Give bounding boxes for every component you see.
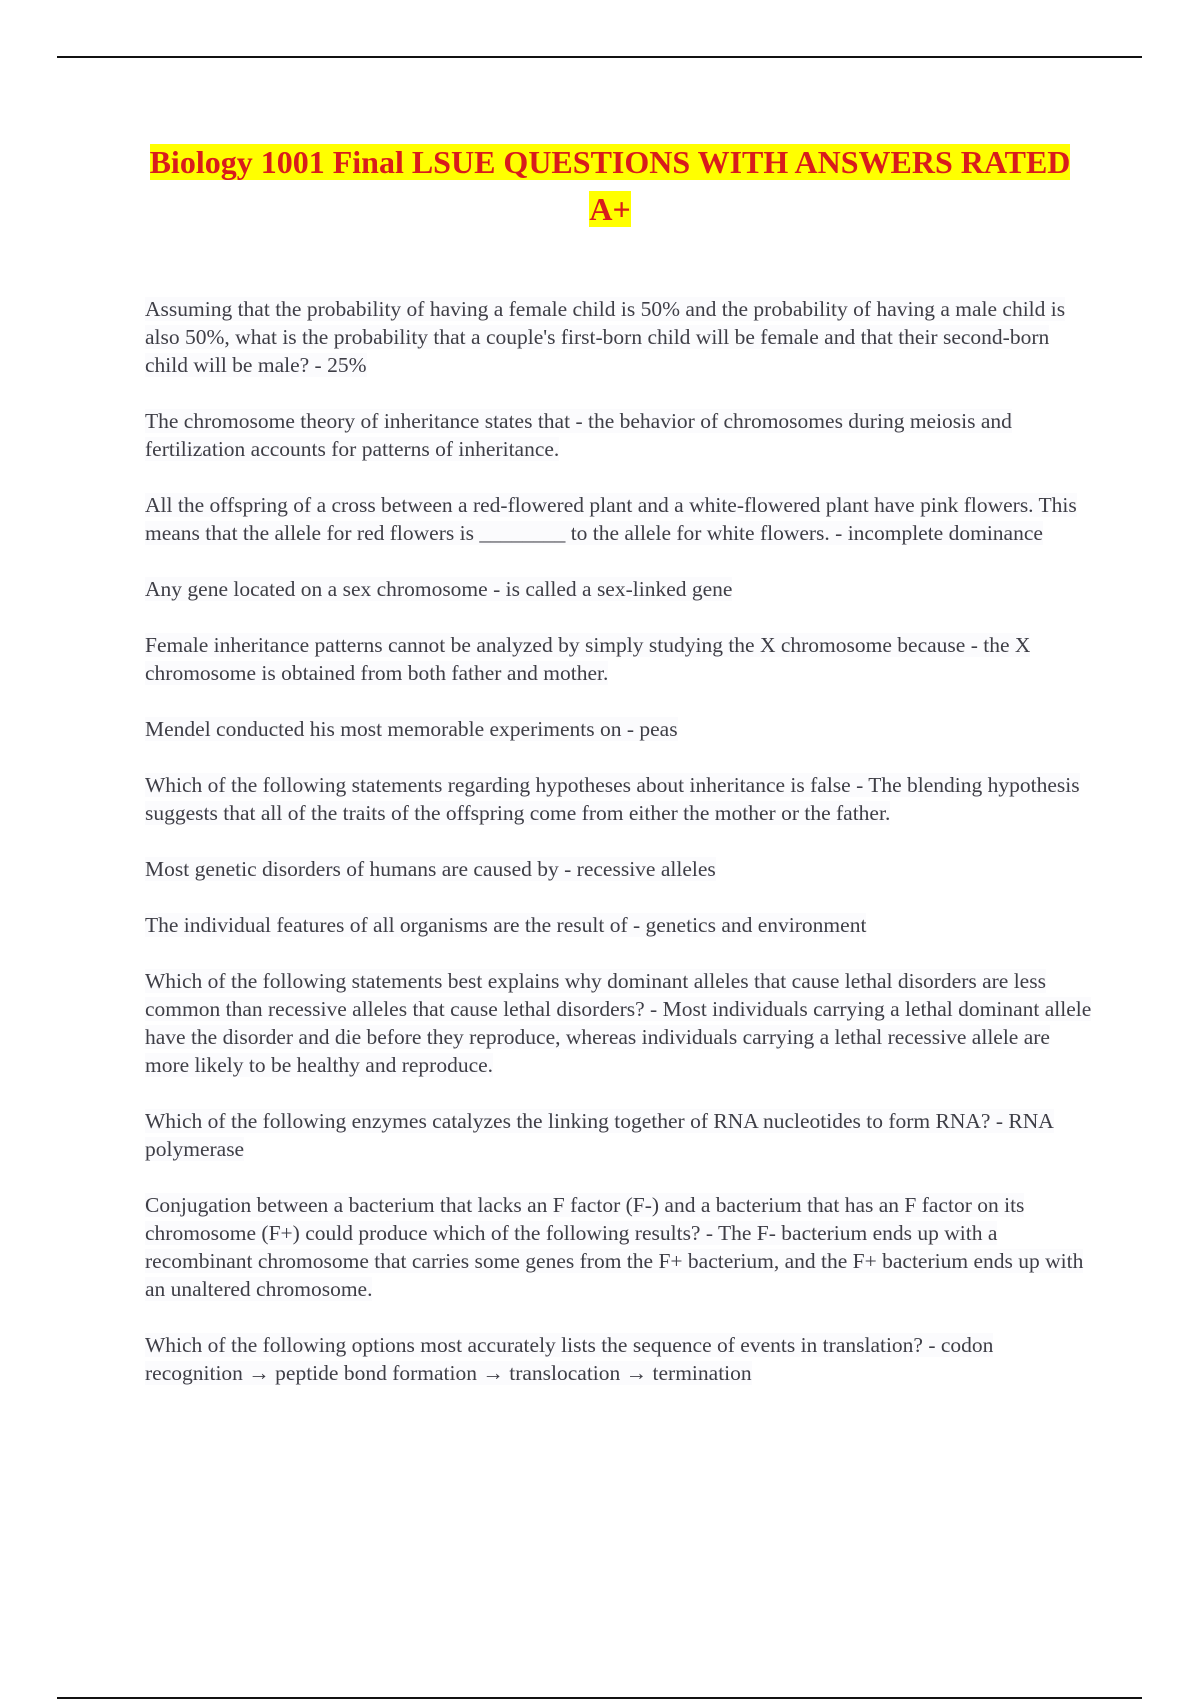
qa-text: Any gene located on a sex chromosome - is called a sex-linked gene <box>145 577 733 601</box>
qa-item <box>145 295 1095 379</box>
document-title: Biology 1001 Final LSUE QUESTIONS WITH ANSWERS RATED A+ <box>149 144 1071 227</box>
qa-item <box>145 1191 1095 1303</box>
footer-rule <box>57 1697 1142 1699</box>
qa-item <box>145 967 1095 1079</box>
qa-text: Assuming that the probability of having a female child is 50% and the probability of having a male child is also 50%, what is the probability that a couple's first-born child will be female and that their second-born child will be male? - 25% <box>145 297 1066 377</box>
qa-item <box>145 855 1095 883</box>
qa-item <box>145 1107 1095 1163</box>
qa-item <box>145 715 1095 743</box>
header-rule <box>57 56 1142 58</box>
qa-item <box>145 407 1095 463</box>
qa-text: Conjugation between a bacterium that lacks an F factor (F-) and a bacterium that has an F factor on its chromosome (F+) could produce which of the following results? - The F- bacterium ends up with a recombinant chromosome that carries some genes from the F+ bacterium, and the F+ bacterium ends up with an unaltered chromosome. <box>145 1193 1084 1301</box>
qa-text: Which of the following statements regarding hypotheses about inheritance is false - The blending hypothesis suggests that all of the traits of the offspring come from either the mother or the father. <box>145 773 1080 825</box>
qa-list <box>145 295 1095 1415</box>
qa-text: Which of the following options most accurately lists the sequence of events in translation? - codon recognition → peptide bond formation → translocation → termination <box>145 1333 994 1385</box>
qa-item <box>145 1331 1095 1387</box>
document-title-block <box>140 142 1080 236</box>
qa-item <box>145 911 1095 939</box>
qa-item <box>145 575 1095 603</box>
qa-item <box>145 771 1095 827</box>
qa-text: Female inheritance patterns cannot be analyzed by simply studying the X chromosome because - the X chromosome is obtained from both father and mother. <box>145 633 1031 685</box>
qa-text: All the offspring of a cross between a red-flowered plant and a white-flowered plant have pink flowers. This means that the allele for red flowers is ________ to the allele for white flowers. - incomplete dominance <box>145 493 1077 545</box>
qa-text: Most genetic disorders of humans are caused by - recessive alleles <box>145 857 716 881</box>
qa-text: Which of the following statements best explains why dominant alleles that cause lethal disorders are less common than recessive alleles that cause lethal disorders? - Most individuals carrying a lethal dominant allele have the disorder and die before they reproduce, whereas individuals carrying a lethal recessive allele are more likely to be healthy and reproduce. <box>145 969 1092 1077</box>
qa-text: The chromosome theory of inheritance states that - the behavior of chromosomes during meiosis and fertilization accounts for patterns of inheritance. <box>145 409 1012 461</box>
qa-text: Which of the following enzymes catalyzes the linking together of RNA nucleotides to form RNA? - RNA polymerase <box>145 1109 1054 1161</box>
qa-item <box>145 631 1095 687</box>
qa-text: Mendel conducted his most memorable experiments on - peas <box>145 717 678 741</box>
qa-item <box>145 491 1095 547</box>
qa-text: The individual features of all organisms are the result of - genetics and environment <box>145 913 867 937</box>
